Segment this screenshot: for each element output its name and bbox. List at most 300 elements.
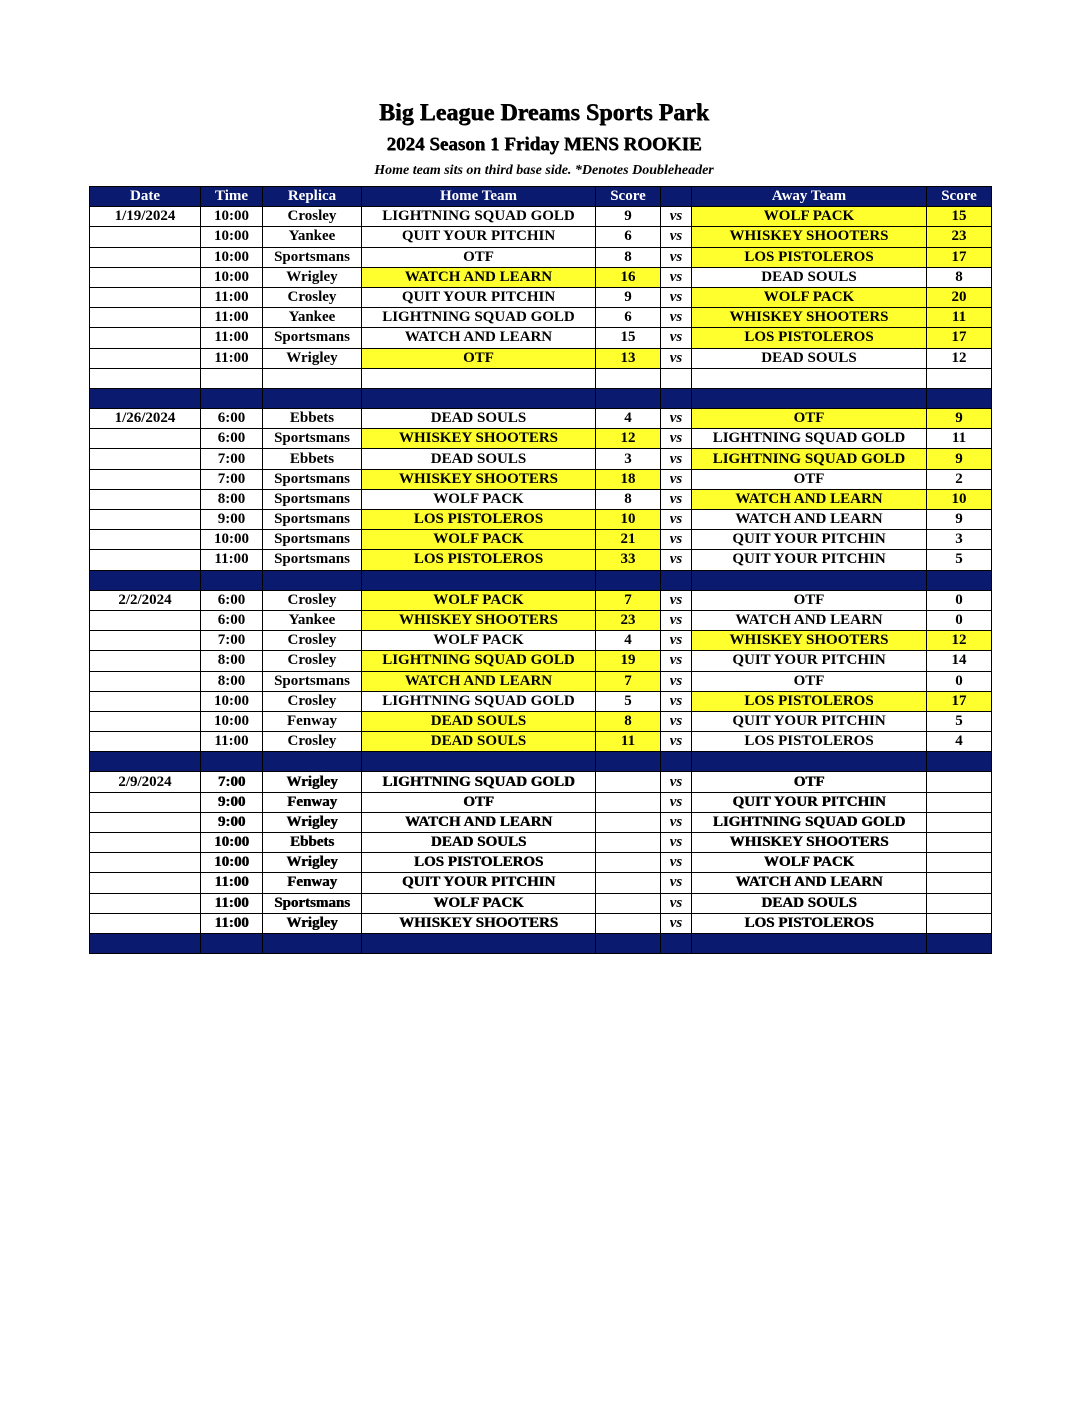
- week-separator-cell: [263, 752, 362, 772]
- away-team: DEAD SOULS: [692, 893, 927, 913]
- week-separator-cell: [692, 388, 927, 408]
- home-team: DEAD SOULS: [362, 833, 596, 853]
- vs-label: vs: [661, 247, 692, 267]
- home-score: 15: [596, 328, 661, 348]
- game-row: [90, 449, 992, 469]
- game-replica: Sportsmans: [263, 893, 362, 913]
- game-replica: Crosley: [263, 732, 362, 752]
- home-team: WATCH AND LEARN: [362, 812, 596, 832]
- week-separator-cell: [661, 752, 692, 772]
- home-score: 9: [596, 287, 661, 307]
- vs-label: vs: [661, 449, 692, 469]
- vs-label: vs: [661, 651, 692, 671]
- week-separator-cell: [201, 388, 263, 408]
- week-separator-cell: [692, 933, 927, 953]
- away-score: 0: [927, 671, 992, 691]
- blank-row: [90, 368, 992, 388]
- week-separator-cell: [661, 388, 692, 408]
- game-replica: Sportsmans: [263, 328, 362, 348]
- game-date: [90, 631, 201, 651]
- home-team: WATCH AND LEARN: [362, 328, 596, 348]
- col-header-away-score: Score: [927, 187, 992, 207]
- vs-label: vs: [661, 348, 692, 368]
- game-replica: Fenway: [263, 711, 362, 731]
- game-replica: Sportsmans: [263, 429, 362, 449]
- game-replica: Wrigley: [263, 348, 362, 368]
- col-header-home-team: Home Team: [362, 187, 596, 207]
- game-replica: Crosley: [263, 691, 362, 711]
- vs-label: vs: [661, 530, 692, 550]
- home-team: DEAD SOULS: [362, 711, 596, 731]
- game-row: [90, 732, 992, 752]
- home-team: WOLF PACK: [362, 489, 596, 509]
- home-team: DEAD SOULS: [362, 449, 596, 469]
- away-team: OTF: [692, 409, 927, 429]
- game-replica: Crosley: [263, 631, 362, 651]
- game-date: [90, 287, 201, 307]
- home-score: 5: [596, 691, 661, 711]
- away-score: 17: [927, 328, 992, 348]
- away-team: OTF: [692, 590, 927, 610]
- game-row: [90, 711, 992, 731]
- game-row: [90, 651, 992, 671]
- vs-label: vs: [661, 227, 692, 247]
- vs-label: vs: [661, 328, 692, 348]
- game-replica: Wrigley: [263, 812, 362, 832]
- game-time: 6:00: [201, 590, 263, 610]
- home-team: QUIT YOUR PITCHIN: [362, 287, 596, 307]
- game-time: 7:00: [201, 631, 263, 651]
- away-score: 23: [927, 227, 992, 247]
- home-score: 16: [596, 267, 661, 287]
- blank-row-cell: [90, 368, 201, 388]
- game-date: [90, 247, 201, 267]
- week-separator-cell: [90, 570, 201, 590]
- game-time: 10:00: [201, 267, 263, 287]
- home-team: WOLF PACK: [362, 631, 596, 651]
- away-team: WOLF PACK: [692, 207, 927, 227]
- game-row: [90, 328, 992, 348]
- home-score: [596, 772, 661, 792]
- game-date: [90, 853, 201, 873]
- header-row: [90, 187, 992, 207]
- vs-label: vs: [661, 469, 692, 489]
- game-date: [90, 812, 201, 832]
- away-team: QUIT YOUR PITCHIN: [692, 651, 927, 671]
- home-team: WHISKEY SHOOTERS: [362, 429, 596, 449]
- vs-label: vs: [661, 772, 692, 792]
- game-time: 8:00: [201, 671, 263, 691]
- game-date: [90, 792, 201, 812]
- game-time: 6:00: [201, 409, 263, 429]
- game-replica: Ebbets: [263, 833, 362, 853]
- game-time: 10:00: [201, 853, 263, 873]
- home-score: 8: [596, 711, 661, 731]
- game-row: [90, 873, 992, 893]
- game-date: [90, 651, 201, 671]
- vs-label: vs: [661, 510, 692, 530]
- game-row: [90, 469, 992, 489]
- game-row: [90, 610, 992, 630]
- home-score: 3: [596, 449, 661, 469]
- game-replica: Yankee: [263, 308, 362, 328]
- away-score: 17: [927, 247, 992, 267]
- game-row: [90, 267, 992, 287]
- away-team: WATCH AND LEARN: [692, 510, 927, 530]
- away-score: 3: [927, 530, 992, 550]
- home-team: LIGHTNING SQUAD GOLD: [362, 772, 596, 792]
- blank-row-cell: [362, 368, 596, 388]
- game-row: [90, 913, 992, 933]
- home-team: LOS PISTOLEROS: [362, 853, 596, 873]
- game-row: [90, 792, 992, 812]
- week-separator-cell: [201, 752, 263, 772]
- game-row: [90, 348, 992, 368]
- game-time: 10:00: [201, 227, 263, 247]
- week-separator-cell: [90, 388, 201, 408]
- home-score: 7: [596, 590, 661, 610]
- page-title: Big League Dreams Sports Park: [378, 100, 710, 126]
- vs-label: vs: [661, 732, 692, 752]
- week-separator-cell: [201, 933, 263, 953]
- blank-row-cell: [201, 368, 263, 388]
- game-replica: Wrigley: [263, 772, 362, 792]
- week-separator-cell: [362, 752, 596, 772]
- home-team: LIGHTNING SQUAD GOLD: [362, 207, 596, 227]
- game-row: [90, 530, 992, 550]
- game-date: [90, 227, 201, 247]
- away-score: 12: [927, 348, 992, 368]
- game-date: [90, 267, 201, 287]
- home-team: LIGHTNING SQUAD GOLD: [362, 651, 596, 671]
- game-row: [90, 853, 992, 873]
- game-row: [90, 812, 992, 832]
- week-separator-cell: [596, 388, 661, 408]
- vs-label: vs: [661, 853, 692, 873]
- away-score: [927, 873, 992, 893]
- week-separator-cell: [263, 933, 362, 953]
- week-separator-cell: [201, 570, 263, 590]
- game-replica: Sportsmans: [263, 530, 362, 550]
- game-time: 7:00: [201, 469, 263, 489]
- vs-label: vs: [661, 631, 692, 651]
- away-score: 17: [927, 691, 992, 711]
- game-time: 11:00: [201, 873, 263, 893]
- week-separator: [90, 933, 992, 953]
- week-separator: [90, 388, 992, 408]
- game-date: 2/9/2024: [90, 772, 201, 792]
- home-score: 6: [596, 227, 661, 247]
- game-replica: Sportsmans: [263, 247, 362, 267]
- game-time: 10:00: [201, 530, 263, 550]
- game-date: [90, 833, 201, 853]
- away-score: 9: [927, 510, 992, 530]
- game-row: [90, 772, 992, 792]
- game-replica: Crosley: [263, 207, 362, 227]
- week-separator-cell: [927, 933, 992, 953]
- away-score: 9: [927, 409, 992, 429]
- game-time: 10:00: [201, 207, 263, 227]
- home-score: 10: [596, 510, 661, 530]
- game-date: [90, 308, 201, 328]
- away-score: 4: [927, 732, 992, 752]
- week-separator-cell: [90, 752, 201, 772]
- vs-label: vs: [661, 429, 692, 449]
- home-team: QUIT YOUR PITCHIN: [362, 227, 596, 247]
- schedule-table: [89, 186, 992, 954]
- home-score: 7: [596, 671, 661, 691]
- away-score: 10: [927, 489, 992, 509]
- game-row: [90, 409, 992, 429]
- home-team: DEAD SOULS: [362, 409, 596, 429]
- away-team: WHISKEY SHOOTERS: [692, 308, 927, 328]
- page-subtitle: 2024 Season 1 Friday MENS ROOKIE: [386, 134, 702, 155]
- game-time: 9:00: [201, 792, 263, 812]
- week-separator-cell: [596, 752, 661, 772]
- away-score: 0: [927, 610, 992, 630]
- away-team: LOS PISTOLEROS: [692, 913, 927, 933]
- home-team: LIGHTNING SQUAD GOLD: [362, 691, 596, 711]
- vs-label: vs: [661, 691, 692, 711]
- game-time: 7:00: [201, 772, 263, 792]
- home-score: 11: [596, 732, 661, 752]
- schedule-body: [90, 207, 992, 954]
- col-header-home-score: Score: [596, 187, 661, 207]
- vs-label: vs: [661, 913, 692, 933]
- game-time: 8:00: [201, 651, 263, 671]
- home-score: 19: [596, 651, 661, 671]
- vs-label: vs: [661, 792, 692, 812]
- game-row: [90, 893, 992, 913]
- vs-label: vs: [661, 267, 692, 287]
- home-team: WATCH AND LEARN: [362, 671, 596, 691]
- away-team: LOS PISTOLEROS: [692, 691, 927, 711]
- game-row: [90, 691, 992, 711]
- week-separator: [90, 570, 992, 590]
- week-separator-cell: [927, 570, 992, 590]
- away-score: 0: [927, 590, 992, 610]
- week-separator-cell: [263, 388, 362, 408]
- vs-label: vs: [661, 308, 692, 328]
- game-time: 11:00: [201, 308, 263, 328]
- game-replica: Ebbets: [263, 409, 362, 429]
- week-separator-cell: [596, 570, 661, 590]
- home-team: WHISKEY SHOOTERS: [362, 913, 596, 933]
- week-separator-cell: [692, 752, 927, 772]
- game-replica: Sportsmans: [263, 510, 362, 530]
- game-row: [90, 590, 992, 610]
- home-score: 18: [596, 469, 661, 489]
- home-team: WHISKEY SHOOTERS: [362, 469, 596, 489]
- game-date: [90, 348, 201, 368]
- game-date: [90, 550, 201, 570]
- away-score: 11: [927, 429, 992, 449]
- home-score: [596, 833, 661, 853]
- game-row: [90, 671, 992, 691]
- game-time: 9:00: [201, 812, 263, 832]
- game-date: [90, 893, 201, 913]
- game-date: [90, 732, 201, 752]
- game-row: [90, 489, 992, 509]
- game-row: [90, 287, 992, 307]
- game-date: [90, 449, 201, 469]
- away-score: 8: [927, 267, 992, 287]
- game-time: 11:00: [201, 287, 263, 307]
- game-date: 1/26/2024: [90, 409, 201, 429]
- col-header-replica: Replica: [263, 187, 362, 207]
- away-score: [927, 812, 992, 832]
- away-team: WHISKEY SHOOTERS: [692, 631, 927, 651]
- game-replica: Fenway: [263, 873, 362, 893]
- vs-label: vs: [661, 873, 692, 893]
- away-team: WATCH AND LEARN: [692, 873, 927, 893]
- game-date: [90, 913, 201, 933]
- game-replica: Sportsmans: [263, 469, 362, 489]
- week-separator: [90, 752, 992, 772]
- game-row: [90, 510, 992, 530]
- game-time: 8:00: [201, 489, 263, 509]
- game-row: [90, 550, 992, 570]
- home-score: 9: [596, 207, 661, 227]
- away-team: OTF: [692, 772, 927, 792]
- away-team: LIGHTNING SQUAD GOLD: [692, 449, 927, 469]
- home-score: 33: [596, 550, 661, 570]
- home-team: WHISKEY SHOOTERS: [362, 610, 596, 630]
- game-replica: Ebbets: [263, 449, 362, 469]
- col-header-time: Time: [201, 187, 263, 207]
- game-time: 10:00: [201, 711, 263, 731]
- game-date: [90, 610, 201, 630]
- vs-label: vs: [661, 489, 692, 509]
- away-score: [927, 913, 992, 933]
- away-score: 5: [927, 711, 992, 731]
- vs-label: vs: [661, 812, 692, 832]
- home-score: 23: [596, 610, 661, 630]
- game-row: [90, 247, 992, 267]
- week-separator-cell: [596, 933, 661, 953]
- blank-row-cell: [927, 368, 992, 388]
- game-date: [90, 711, 201, 731]
- col-header-date: Date: [90, 187, 201, 207]
- game-replica: Sportsmans: [263, 550, 362, 570]
- home-team: LOS PISTOLEROS: [362, 550, 596, 570]
- week-separator-cell: [661, 933, 692, 953]
- away-score: 11: [927, 308, 992, 328]
- game-time: 11:00: [201, 913, 263, 933]
- away-score: 12: [927, 631, 992, 651]
- away-team: LOS PISTOLEROS: [692, 328, 927, 348]
- home-team: QUIT YOUR PITCHIN: [362, 873, 596, 893]
- game-time: 11:00: [201, 732, 263, 752]
- week-separator-cell: [692, 570, 927, 590]
- game-replica: Yankee: [263, 610, 362, 630]
- away-team: QUIT YOUR PITCHIN: [692, 792, 927, 812]
- blank-row-cell: [692, 368, 927, 388]
- home-score: 21: [596, 530, 661, 550]
- col-header-vs: [661, 187, 692, 207]
- game-time: 6:00: [201, 610, 263, 630]
- home-score: 4: [596, 631, 661, 651]
- away-team: WHISKEY SHOOTERS: [692, 227, 927, 247]
- away-team: LOS PISTOLEROS: [692, 247, 927, 267]
- game-row: [90, 429, 992, 449]
- blank-row-cell: [263, 368, 362, 388]
- game-replica: Yankee: [263, 227, 362, 247]
- game-replica: Crosley: [263, 590, 362, 610]
- home-score: 13: [596, 348, 661, 368]
- away-score: [927, 833, 992, 853]
- week-separator-cell: [927, 388, 992, 408]
- game-time: 11:00: [201, 328, 263, 348]
- away-team: WATCH AND LEARN: [692, 610, 927, 630]
- game-replica: Fenway: [263, 792, 362, 812]
- schedule-note: Home team sits on third base side. *Denotes Doubleheader: [374, 163, 714, 178]
- game-time: 11:00: [201, 348, 263, 368]
- game-time: 11:00: [201, 550, 263, 570]
- game-date: [90, 469, 201, 489]
- week-separator-cell: [90, 933, 201, 953]
- home-team: DEAD SOULS: [362, 732, 596, 752]
- away-team: DEAD SOULS: [692, 348, 927, 368]
- vs-label: vs: [661, 287, 692, 307]
- home-score: 6: [596, 308, 661, 328]
- col-header-away-team: Away Team: [692, 187, 927, 207]
- home-score: [596, 792, 661, 812]
- game-time: 9:00: [201, 510, 263, 530]
- away-score: 14: [927, 651, 992, 671]
- game-replica: Sportsmans: [263, 489, 362, 509]
- away-team: OTF: [692, 671, 927, 691]
- game-time: 6:00: [201, 429, 263, 449]
- home-score: 8: [596, 489, 661, 509]
- away-team: LIGHTNING SQUAD GOLD: [692, 429, 927, 449]
- home-score: [596, 893, 661, 913]
- home-score: 4: [596, 409, 661, 429]
- away-team: OTF: [692, 469, 927, 489]
- home-team: LIGHTNING SQUAD GOLD: [362, 308, 596, 328]
- game-row: [90, 207, 992, 227]
- home-score: 8: [596, 247, 661, 267]
- blank-row-cell: [596, 368, 661, 388]
- game-row: [90, 308, 992, 328]
- home-team: OTF: [362, 348, 596, 368]
- game-time: 10:00: [201, 833, 263, 853]
- game-date: [90, 530, 201, 550]
- game-row: [90, 833, 992, 853]
- game-time: 7:00: [201, 449, 263, 469]
- home-team: WOLF PACK: [362, 590, 596, 610]
- week-separator-cell: [263, 570, 362, 590]
- game-row: [90, 631, 992, 651]
- week-separator-cell: [362, 933, 596, 953]
- away-score: [927, 893, 992, 913]
- blank-row-cell: [661, 368, 692, 388]
- game-replica: Wrigley: [263, 853, 362, 873]
- vs-label: vs: [661, 671, 692, 691]
- away-team: WATCH AND LEARN: [692, 489, 927, 509]
- away-score: 9: [927, 449, 992, 469]
- vs-label: vs: [661, 610, 692, 630]
- vs-label: vs: [661, 833, 692, 853]
- away-team: DEAD SOULS: [692, 267, 927, 287]
- home-team: OTF: [362, 247, 596, 267]
- game-replica: Crosley: [263, 287, 362, 307]
- away-score: 5: [927, 550, 992, 570]
- week-separator-cell: [362, 388, 596, 408]
- away-score: [927, 792, 992, 812]
- away-team: WHISKEY SHOOTERS: [692, 833, 927, 853]
- game-time: 10:00: [201, 247, 263, 267]
